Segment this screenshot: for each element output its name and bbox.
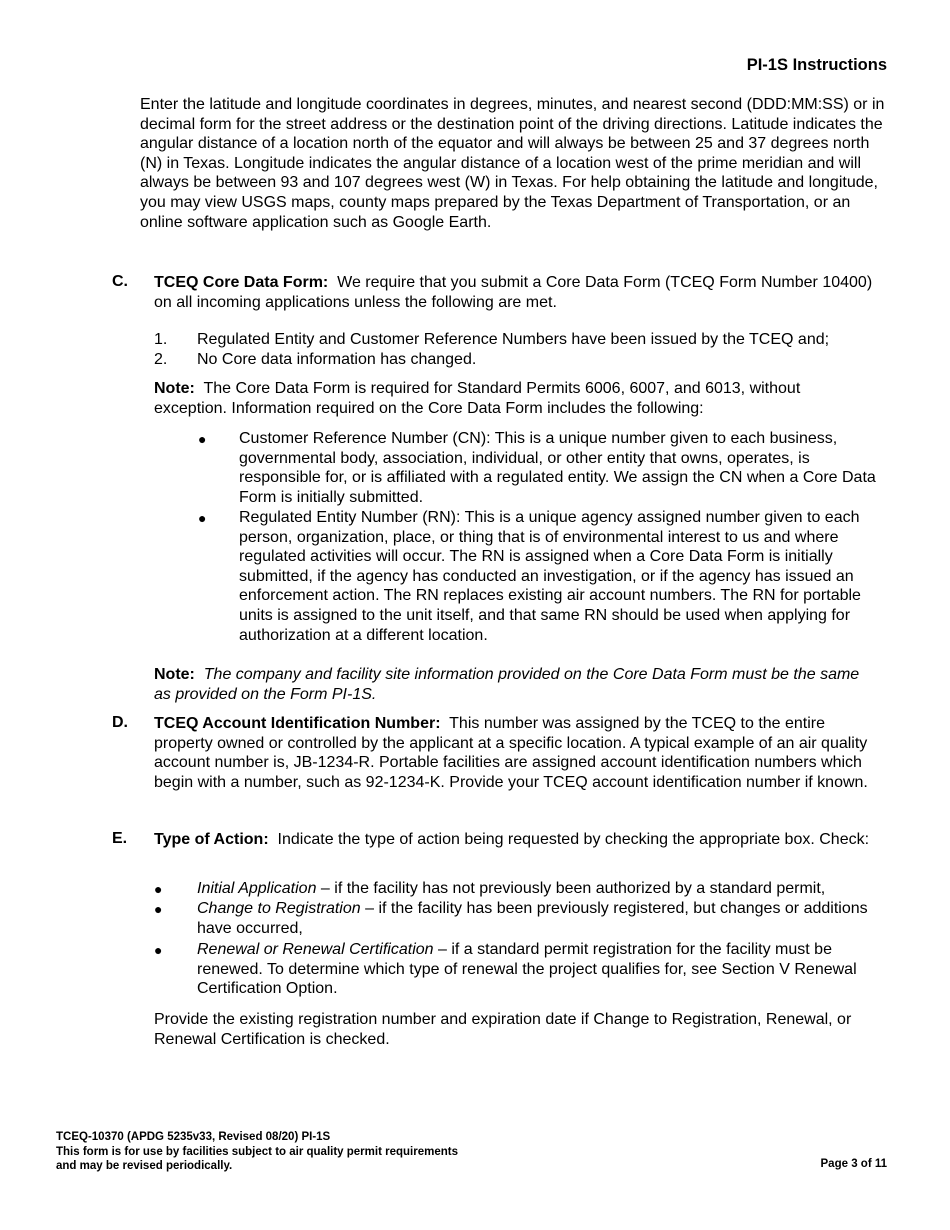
page-number: Page 3 of 11: [820, 1158, 887, 1170]
section-c-letter: C.: [112, 273, 128, 290]
bullet-text: – if the facility has been previously registered, but changes or additions have occurred,: [197, 900, 868, 937]
section-c-note-1: [154, 379, 874, 418]
footer-line: TCEQ-10370 (APDG 5235v33, Revised 08/20) PI-1S: [56, 1131, 331, 1143]
bullet-item-rn: Regulated Entity Number (RN): This is a unique agency assigned number given to each person, organization, place, or thing that is of environmental interest to us and where regulated activities will occur. The RN is assigned when a Core Data Form is initially submitted, if the agency has conducted an investigation, or if the agency has issued an enforcement action. The RN replaces existing air account numbers. The RN for portable units is assigned to the unit itself, and that same RN should be used when applying for authorization at a different location.: [239, 509, 861, 644]
section-c-note-2: [154, 665, 874, 704]
section-c-intro: [154, 273, 874, 312]
bullet-dot: ●: [154, 901, 163, 917]
bullet-item-cn: Customer Reference Number (CN): This is a unique number given to each business, governmental body, association, individual, or other entity that owns, operates, is responsible for, or is affiliated with a regulated entity. We assign the CN when a Core Data Form is initially submitted.: [239, 430, 876, 506]
section-d-text: This number was assigned by the TCEQ to the entire property owned or controlled by the applicant at a specific location. A typical example of an air quality account number is, JB-1234-R. Portable facilities are assigned account identification numbers which begin with a number, such as 92-1234-K. Provide your TCEQ account identification number if known.: [154, 715, 868, 791]
footer-line: and may be revised periodically.: [56, 1160, 233, 1172]
bullet-dot: ●: [198, 510, 207, 526]
bullet-text: – if the facility has not previously been authorized by a standard permit,: [316, 880, 826, 897]
section-d-letter: D.: [112, 714, 128, 731]
bullet-item-initial: [197, 879, 887, 899]
bullet-term: Renewal or Renewal Certification: [197, 941, 434, 958]
section-d-heading: TCEQ Account Identification Number:: [154, 715, 441, 732]
bullet-item-change: [197, 899, 887, 938]
note-label: Note:: [154, 380, 195, 397]
section-c-text: We require that you submit a Core Data Form (TCEQ Form Number 10400) on all incoming applications unless the following are met.: [154, 274, 873, 311]
section-e-intro: [154, 830, 879, 850]
bullet-term: Change to Registration: [197, 900, 361, 917]
page-header-title: PI-1S Instructions: [746, 56, 887, 74]
bullet-term: Initial Application: [197, 880, 317, 897]
bullet-dot: ●: [154, 942, 163, 958]
bullet-dot: ●: [154, 881, 163, 897]
section-e-closing: Provide the existing registration number and expiration date if Change to Registration, Renewal, or Renewal Certification is checked.: [154, 1011, 852, 1048]
list-item-number: 1.: [154, 331, 168, 348]
footer-form-info: [56, 1130, 458, 1174]
footer-line: This form is for use by facilities subject to air quality permit requirements: [56, 1145, 458, 1158]
note-text: The company and facility site information provided on the Core Data Form must be the same as provided on the Form PI-1S.: [154, 666, 860, 703]
note-text: The Core Data Form is required for Standard Permits 6006, 6007, and 6013, without exception. Information required on the Core Data Form includes the following:: [154, 380, 801, 417]
section-e-text: Indicate the type of action being requested by checking the appropriate box. Check:: [277, 831, 870, 848]
section-e-letter: E.: [112, 830, 128, 847]
list-item: No Core data information has changed.: [197, 351, 477, 368]
intro-paragraph: Enter the latitude and longitude coordinates in degrees, minutes, and nearest second (DDD:MM:SS) or in decimal form for the street address or the destination point of the driving directions. Latitude indicates the angular distance of a location north of the equator and will always be between 25 and 37 degrees north (N) in Texas. Longitude indicates the angular distance of a location west of the prime meridian and will always be between 93 and 107 degrees west (W) in Texas. For help obtaining the latitude and longitude, you may view USGS maps, county maps prepared by the Texas Department of Transportation, or an online software application such as Google Earth.: [140, 96, 885, 231]
note-label: Note:: [154, 666, 195, 683]
list-item-number: 2.: [154, 351, 168, 368]
bullet-text: – if a standard permit registration for the facility must be renewed. To determine which type of renewal the project qualifies for, see Section V Renewal Certification Option.: [197, 941, 857, 998]
list-item: Regulated Entity and Customer Reference Numbers have been issued by the TCEQ and;: [197, 331, 830, 348]
bullet-item-renewal: [197, 940, 887, 999]
bullet-dot: ●: [198, 431, 207, 447]
section-d-paragraph: [154, 714, 879, 792]
section-e-heading: Type of Action:: [154, 831, 269, 848]
section-c-heading: TCEQ Core Data Form:: [154, 274, 329, 291]
